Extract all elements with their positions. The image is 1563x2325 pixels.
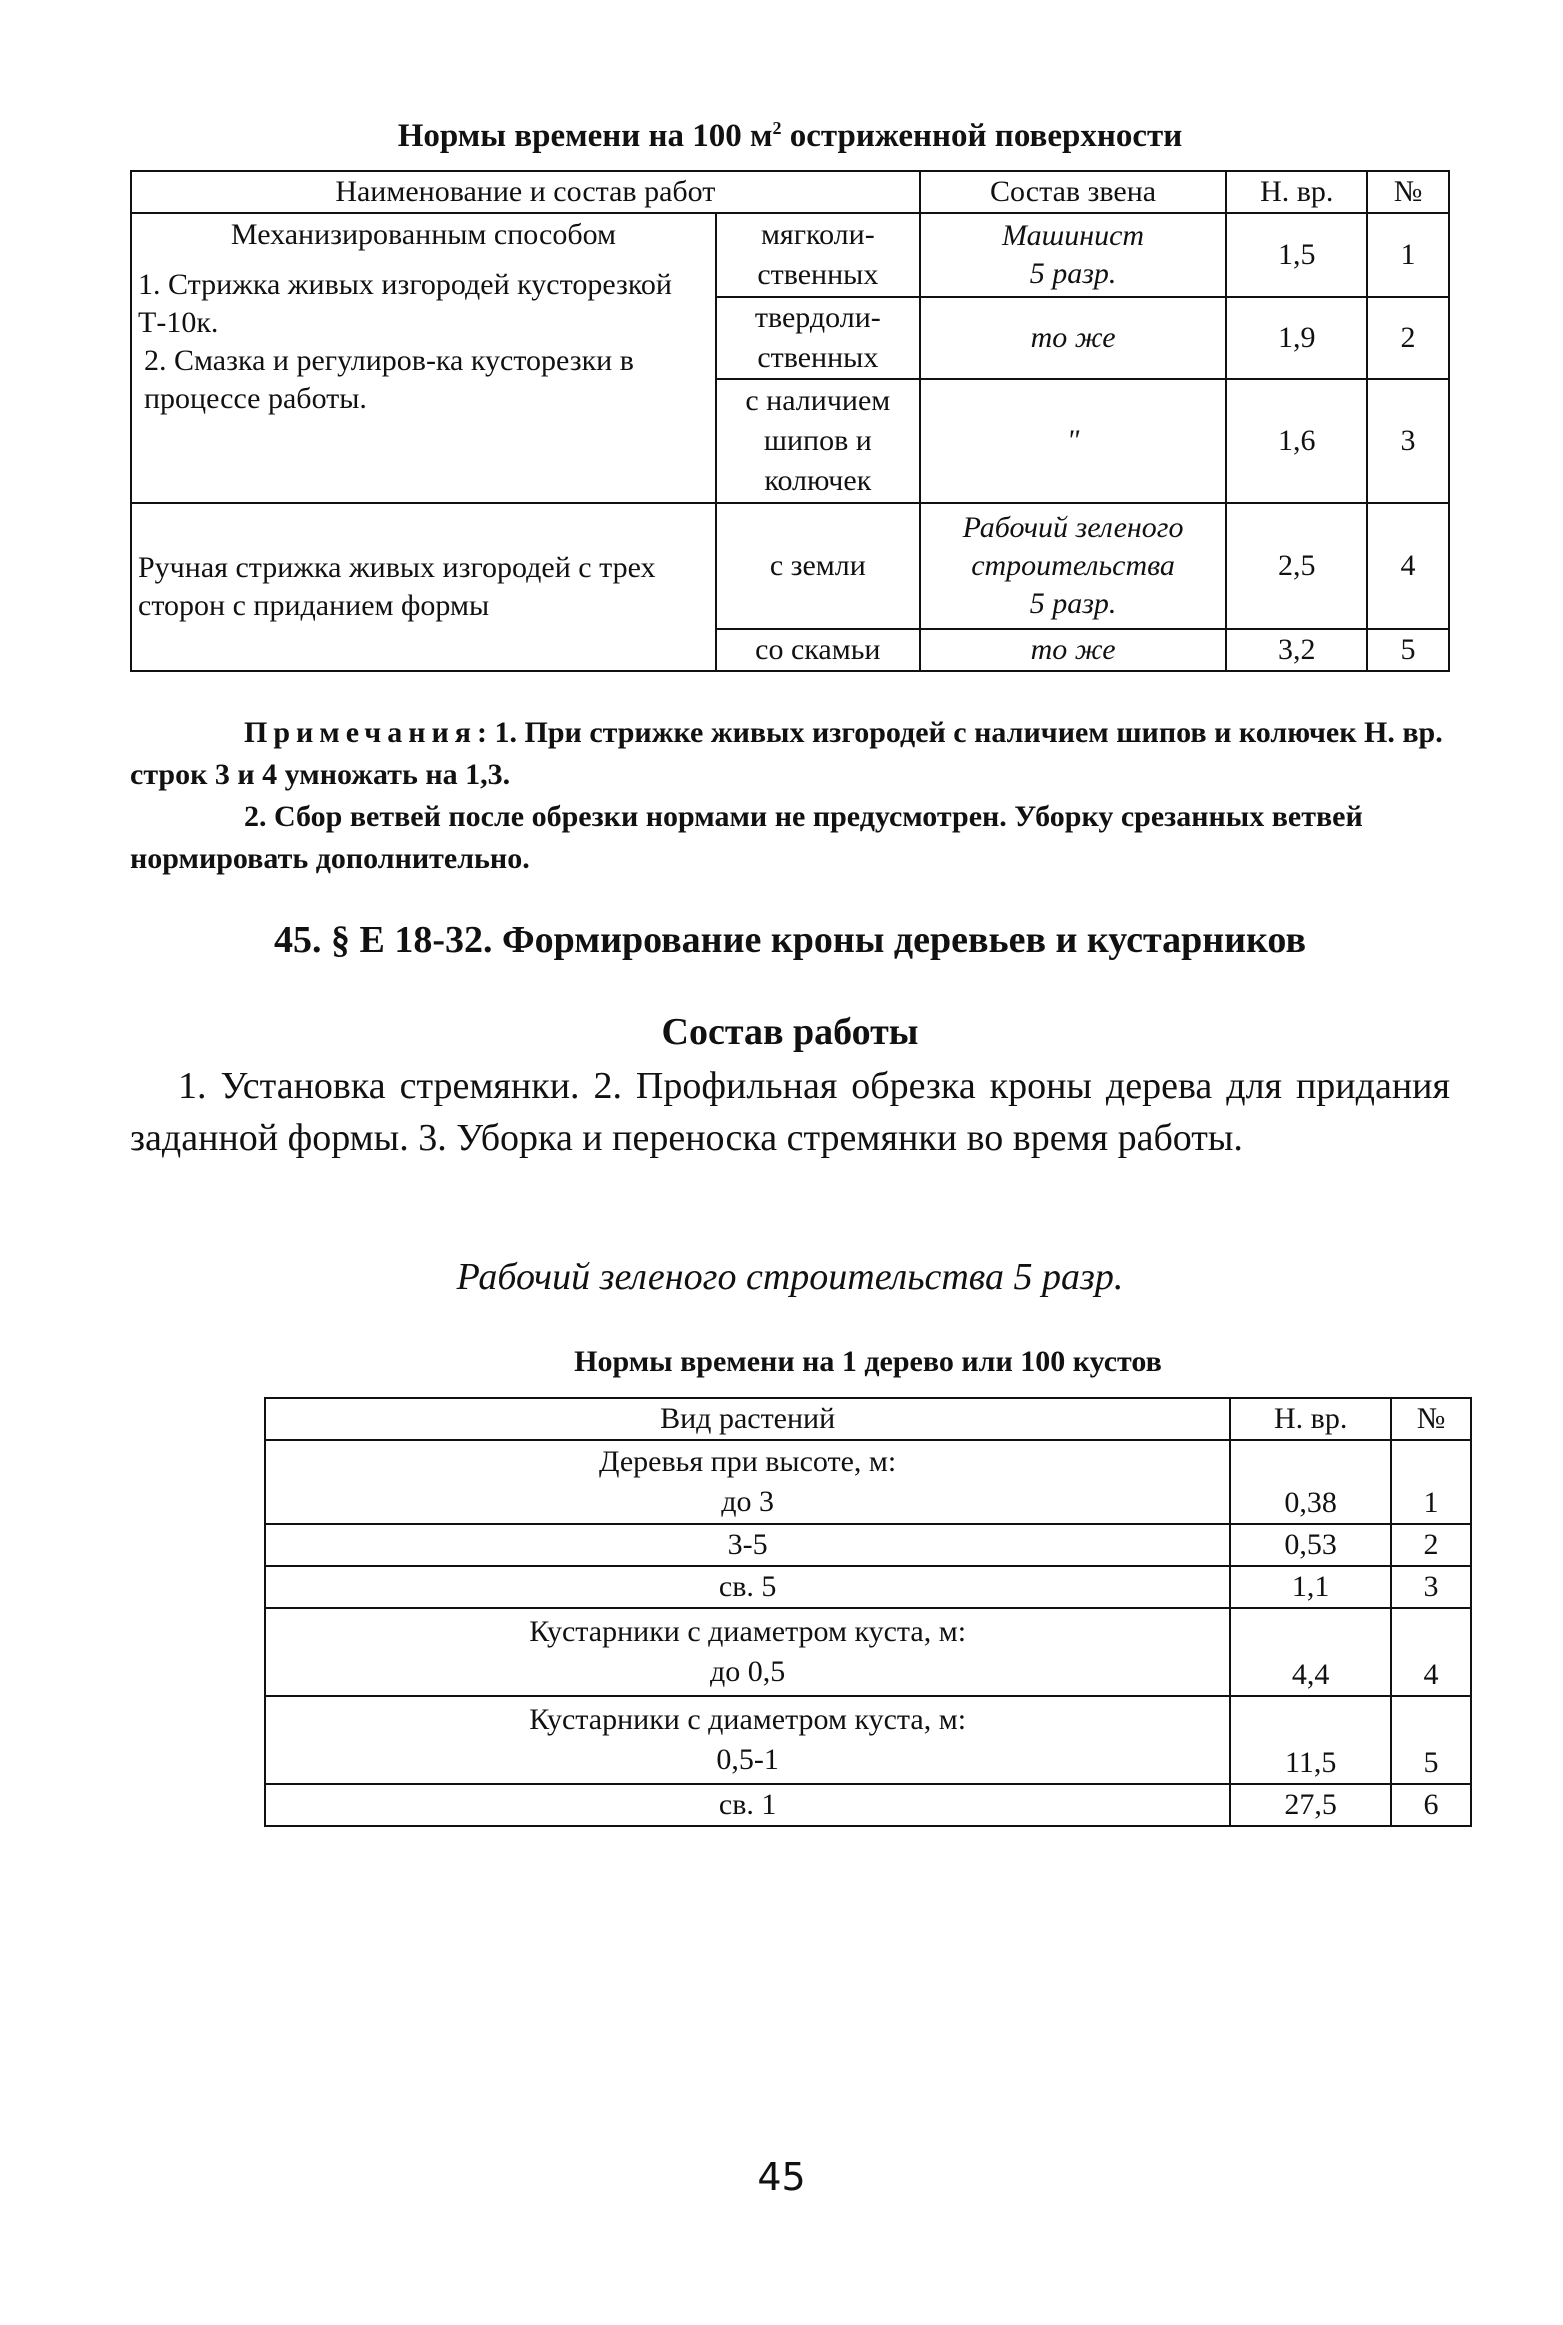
notes-label: Примечания (244, 716, 478, 749)
cond-cell: с земли (716, 503, 920, 629)
section-title: 45. § Е 18-32. Формирование кроны деревьев и кустарников (274, 919, 1306, 961)
norms-table-1 (130, 170, 1450, 672)
crew-cell (920, 213, 1227, 297)
num-cell: 5 (1391, 1696, 1471, 1784)
table1-title-rest: остриженной поверхности (781, 118, 1183, 154)
norms-table-2 (264, 1397, 1472, 1827)
group2-cell (131, 503, 716, 671)
norm-cell: 0,38 (1230, 1440, 1391, 1524)
note-1 (130, 712, 1450, 796)
cond-cell: со скамьи (716, 629, 920, 671)
num-cell: 5 (1367, 629, 1449, 671)
header-norm: Н. вр. (1230, 1398, 1391, 1440)
group1-desc2: 2. Смазка и регулиров-ка кусторезки в процессе работы. (144, 344, 634, 415)
shrubs-label: Кустарники с диаметром куста, м: (529, 1615, 967, 1648)
type-cell: 3-5 (265, 1524, 1230, 1566)
note-2: 2. Сбор ветвей после обрезки нормами не предусмотрен. Уборку срезанных ветвей нормировать дополнительно. (130, 800, 1363, 875)
group1-desc1: 1. Стрижка живых изгородей кусторезкой Т-10к. (138, 268, 672, 339)
num-cell: 6 (1391, 1784, 1471, 1826)
notes-block (130, 712, 1450, 880)
table1-header-row (131, 171, 1449, 213)
crew-line: 5 разр. (1029, 257, 1117, 290)
crew-line: Машинист (1002, 219, 1145, 252)
group1-cell (131, 213, 716, 503)
header-num: № (1391, 1398, 1471, 1440)
table2-title: Нормы времени на 1 дерево или 100 кустов (574, 1345, 1162, 1378)
header-type: Вид растений (265, 1398, 1230, 1440)
group2-title: Ручная стрижка живых изгородей с трех сторон с приданием формы (138, 551, 656, 622)
table1-row-1 (131, 213, 1449, 297)
crew-line: строительства (971, 549, 1175, 582)
type-cell (265, 1440, 1230, 1524)
crew-cell: то же (920, 629, 1227, 671)
table2-row-5 (265, 1696, 1471, 1784)
work-composition-text: 1. Установка стремянки. 2. Профильная обрезка кроны дерева для придания заданной формы. 3. Уборка и переноска стремянки во время работы. (130, 1065, 1450, 1159)
header-crew: Состав звена (920, 171, 1227, 213)
norm-cell: 1,9 (1226, 297, 1367, 379)
norm-cell: 27,5 (1230, 1784, 1391, 1826)
num-cell: 1 (1391, 1440, 1471, 1524)
worker-line: Рабочий зеленого строительства 5 разр. (456, 1256, 1124, 1298)
num-cell: 3 (1391, 1566, 1471, 1608)
crew-cell (920, 503, 1227, 629)
table2-row-1 (265, 1440, 1471, 1524)
crew-line: Рабочий зеленого (962, 511, 1184, 544)
table1-title-main: Нормы времени на 100 м (397, 118, 773, 154)
table2-row-6 (265, 1784, 1471, 1826)
section-subtitle: Состав работы (661, 1011, 919, 1053)
cond-cell: мягколи-ственных (716, 213, 920, 297)
trees-label: Деревья при высоте, м: (599, 1445, 897, 1478)
type-cell (265, 1608, 1230, 1696)
table2-row-2 (265, 1524, 1471, 1566)
header-norm: Н. вр. (1226, 171, 1367, 213)
type-label: до 0,5 (710, 1655, 786, 1688)
cond-cell: с наличием шипов и колючек (716, 379, 920, 503)
norm-cell: 4,4 (1230, 1608, 1391, 1696)
norm-cell: 3,2 (1226, 629, 1367, 671)
group1-title: Механизированным способом (230, 218, 616, 251)
type-cell: св. 5 (265, 1566, 1230, 1608)
num-cell: 4 (1367, 503, 1449, 629)
table1-title (130, 118, 1450, 155)
crew-line: 5 разр. (1029, 587, 1117, 620)
num-cell: 1 (1367, 213, 1449, 297)
table2-header-row (265, 1398, 1471, 1440)
norm-cell: 1,5 (1226, 213, 1367, 297)
norm-cell: 11,5 (1230, 1696, 1391, 1784)
norm-cell: 0,53 (1230, 1524, 1391, 1566)
cond-cell: твердоли-ственных (716, 297, 920, 379)
table2-row-3 (265, 1566, 1471, 1608)
header-num: № (1367, 171, 1449, 213)
norm-cell: 2,5 (1226, 503, 1367, 629)
num-cell: 3 (1367, 379, 1449, 503)
note-1-text: : 1. При стрижке живых изгородей с наличием шипов и колючек Н. вр. строк 3 и 4 умножать на 1,3. (130, 716, 1443, 791)
header-work: Наименование и состав работ (131, 171, 920, 213)
shrubs-label: Кустарники с диаметром куста, м: (529, 1703, 967, 1736)
page-number: 45 (757, 2155, 806, 2199)
type-label: до 3 (721, 1485, 775, 1518)
type-label: 0,5-1 (716, 1743, 779, 1776)
crew-cell: " (920, 379, 1227, 503)
norm-cell: 1,6 (1226, 379, 1367, 503)
table1-row-4 (131, 503, 1449, 629)
norm-cell: 1,1 (1230, 1566, 1391, 1608)
table1-title-superscript: 2 (772, 118, 782, 138)
num-cell: 2 (1391, 1524, 1471, 1566)
table2-row-4 (265, 1608, 1471, 1696)
num-cell: 2 (1367, 297, 1449, 379)
type-cell (265, 1696, 1230, 1784)
num-cell: 4 (1391, 1608, 1471, 1696)
type-cell: св. 1 (265, 1784, 1230, 1826)
crew-cell: то же (920, 297, 1227, 379)
